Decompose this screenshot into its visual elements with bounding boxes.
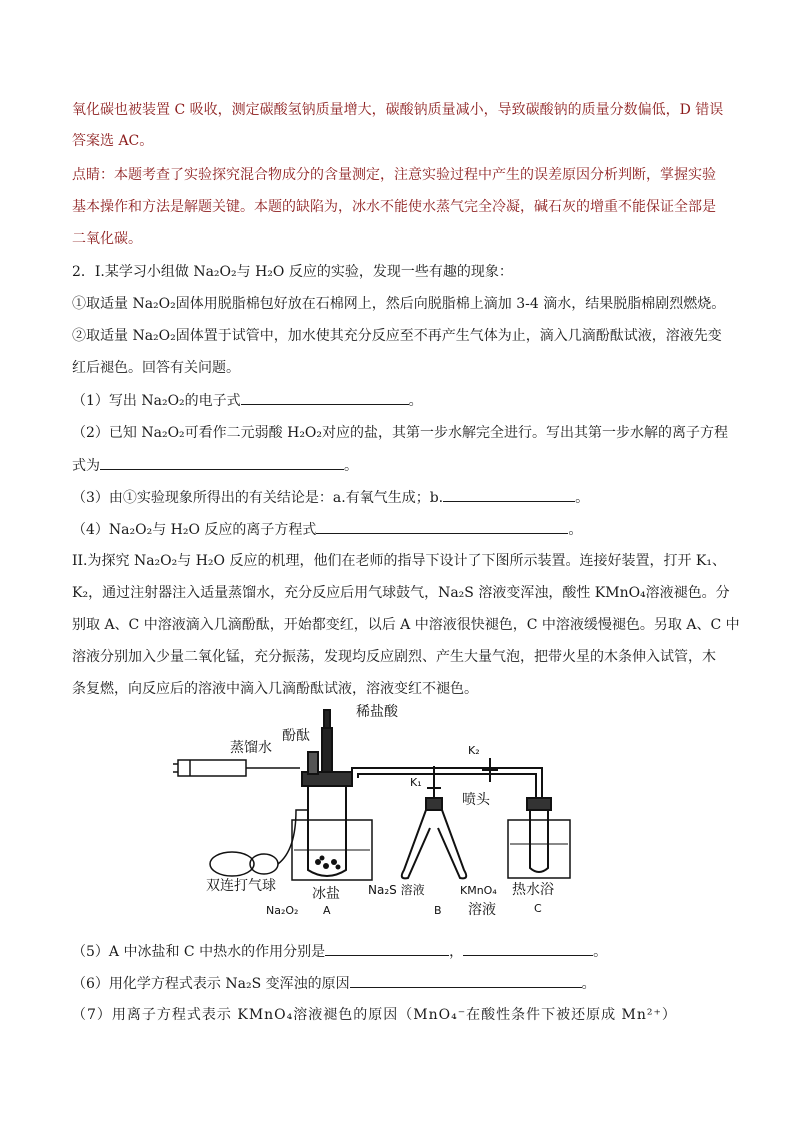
q2-II-line-3: 别取 A、C 中溶液滴入几滴酚酞，开始都变红，以后 A 中溶液很快褪色，C 中溶液缓慢褪色。另取 A、C 中: [72, 617, 740, 633]
q2-II-line-4: 溶液分别加入少量二氧化锰，充分振荡，发现均反应剧烈、产生大量气泡，把带火星的木条伸入试管，木: [72, 649, 716, 665]
valve-k1-icon: [427, 782, 441, 794]
answer-blank-1[interactable]: [241, 390, 409, 405]
answer-blank-5b[interactable]: [463, 941, 593, 956]
q2-part-2a: （2）已知 Na₂O₂可看作二元弱酸 H₂O₂对应的盐，其第一步水解完全进行。写出其第一步水解的离子方程: [72, 425, 729, 441]
label-kmno4: KMnO₄: [460, 884, 497, 897]
q2-part-5-text: （5）A 中冰盐和 C 中热水的作用分别是: [72, 944, 326, 960]
q2-part-3-end: 。: [575, 490, 590, 506]
q2-observation-1: ①取适量 Na₂O₂固体用脱脂棉包好放在石棉网上，然后向脱脂棉上滴加 3-4 滴水，结果脱脂棉剧烈燃烧。: [72, 296, 726, 312]
q2-part-2-text: 式为: [72, 458, 100, 474]
q2-part-1-end: 。: [408, 393, 423, 409]
q2-part-2-end: 。: [344, 458, 358, 474]
q2-part-4-end: 。: [568, 522, 583, 538]
answer-blank-3[interactable]: [443, 487, 575, 502]
y-tube-b-icon: [402, 798, 467, 878]
beaker-c-icon: [508, 798, 570, 878]
label-b: B: [434, 904, 442, 917]
label-phenolphthalein: 酚酞: [282, 728, 310, 744]
q2-part-4: [72, 519, 732, 540]
answer-blank-4[interactable]: [316, 519, 568, 534]
valve-k2-icon: [482, 758, 498, 782]
q2-part-7: （7）用离子方程式表示 KMnO₄溶液褪色的原因（MnO₄⁻在酸性条件下被还原成 Mn²⁺）: [72, 1007, 677, 1023]
q2-part-2b: [72, 455, 732, 476]
syringe-icon: [173, 760, 300, 776]
q2-part-1: [72, 390, 732, 411]
q2-part-1-text: （1）写出 Na₂O₂的电子式: [72, 393, 241, 409]
q2-II-line-2: K₂，通过注射器注入适量蒸馏水，充分反应后用气球鼓气，Na₂S 溶液变浑浊，酸性 KMnO₄溶液褪色。分: [72, 585, 730, 601]
tip-line-1: 点睛：本题考查了实验探究混合物成分的含量测定，注意实验过程中产生的误差原因分析判断，掌握实验: [72, 167, 716, 183]
q2-observation-2a: ②取适量 Na₂O₂固体置于试管中，加水使其充分反应至不再产生气体为止，滴入几滴酚酞试液，溶液先变: [72, 328, 722, 344]
q2-part-5: [72, 941, 732, 962]
label-na2o2: Na₂O₂: [266, 904, 299, 917]
connecting-tubes: [352, 766, 542, 798]
q2-II-line-5: 条复燃，向反应后的溶液中滴入几滴酚酞试液，溶液变红不褪色。: [72, 681, 478, 697]
q2-II-line-1: II.为探究 Na₂O₂与 H₂O 反应的机理，他们在老师的指导下设计了下图所示装置。连接好装置，打开 K₁、: [72, 553, 726, 569]
q2-part-5-sep: ，: [449, 944, 464, 960]
answer-blank-2[interactable]: [100, 455, 344, 470]
q2-intro: 2．I.某学习小组做 Na₂O₂与 H₂O 反应的实验，发现一些有趣的现象：: [72, 264, 513, 280]
answer-blank-6[interactable]: [350, 973, 582, 988]
label-hcl: 稀盐酸: [356, 704, 398, 720]
label-kmno4-solution: 溶液: [468, 902, 496, 918]
q2-part-3: [72, 487, 732, 508]
crystals-icon: [315, 856, 341, 870]
answer-blank-5a[interactable]: [325, 941, 449, 956]
q2-part-6-text: （6）用化学方程式表示 Na₂S 变浑浊的原因: [72, 976, 350, 992]
q2-part-4-text: （4）Na₂O₂与 H₂O 反应的离子方程式: [72, 522, 317, 538]
label-k2: K₂: [468, 744, 480, 757]
q2-part-3-text: （3）由①实验现象所得出的有关结论是：a.有氧气生成；b.: [72, 490, 444, 506]
tip-line-3: 二氧化碳。: [72, 231, 142, 247]
analysis-line-2: 答案选 AC。: [72, 133, 154, 149]
q2-part-6: [72, 973, 732, 994]
label-k1: K₁: [410, 776, 422, 789]
label-c: C: [534, 902, 542, 915]
label-ice-salt: 冰盐: [312, 886, 340, 902]
tip-line-2: 基本操作和方法是解题关键。本题的缺陷为，冰水不能使水蒸气完全冷凝，碱石灰的增重不能保证全部是: [72, 199, 716, 215]
label-a: A: [323, 904, 331, 917]
q2-part-5-end: 。: [593, 944, 608, 960]
apparatus-figure: [172, 700, 592, 930]
label-hot-water-bath: 热水浴: [512, 882, 554, 898]
label-double-balloon: 双连打气球: [206, 878, 276, 894]
analysis-line-1: 氧化碳也被装置 C 吸收，测定碳酸氢钠质量增大，碳酸钠质量减小，导致碳酸钠的质量分数偏低，D 错误: [72, 102, 724, 118]
label-nozzle: 喷头: [462, 792, 490, 808]
label-distilled-water: 蒸馏水: [230, 740, 272, 756]
label-na2s-solution: Na₂S 溶液: [368, 883, 425, 897]
q2-observation-2b: 红后褪色。回答有关问题。: [72, 360, 240, 376]
q2-part-6-end: 。: [581, 976, 596, 992]
